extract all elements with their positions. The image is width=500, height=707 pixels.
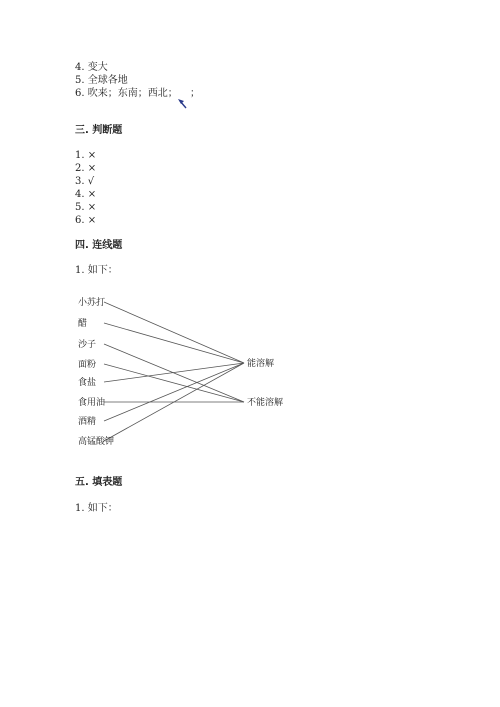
section-3-title: 三. 判断题 (75, 125, 123, 136)
left-item-1: 醋 (78, 319, 88, 329)
left-item-2: 沙子 (78, 340, 97, 350)
connection-line-2 (104, 344, 244, 402)
left-item-7: 高锰酸钾 (78, 437, 115, 447)
judge-answer-2: 2. × (75, 163, 97, 174)
judge-answer-3: 3. √ (75, 176, 95, 187)
section-5-intro: 1. 如下： (75, 503, 118, 514)
section-4-title: 四. 连线题 (75, 240, 123, 251)
connection-line-6 (104, 363, 244, 421)
judge-answer-4: 4. × (75, 189, 97, 200)
judge-answer-1: 1. × (75, 150, 97, 161)
cursor-arrow-icon (178, 99, 186, 108)
left-item-3: 面粉 (78, 360, 97, 370)
right-item-1: 不能溶解 (247, 398, 284, 408)
connection-line-1 (104, 323, 244, 363)
right-item-0: 能溶解 (247, 359, 275, 369)
answer-2-6: 6. 吹来；东南；西北； (75, 88, 178, 99)
answer-2-4: 4. 变大 (75, 62, 108, 73)
connection-line-4 (104, 363, 244, 382)
left-item-4: 食盐 (78, 378, 97, 388)
connection-line-3 (104, 364, 244, 402)
left-item-5: 食用油 (78, 398, 106, 408)
judge-answer-5: 5. × (75, 202, 97, 213)
answer-2-6-extra: ； (190, 88, 200, 99)
section-5-title: 五. 填表题 (75, 477, 123, 488)
left-item-0: 小苏打 (78, 298, 106, 308)
judge-answer-6: 6. × (75, 215, 97, 226)
left-item-6: 酒精 (78, 417, 97, 427)
connection-lines (104, 302, 244, 441)
answer-2-5: 5. 全球各地 (75, 75, 128, 86)
section-4-intro: 1. 如下： (75, 265, 118, 276)
connection-line-0 (104, 302, 244, 363)
